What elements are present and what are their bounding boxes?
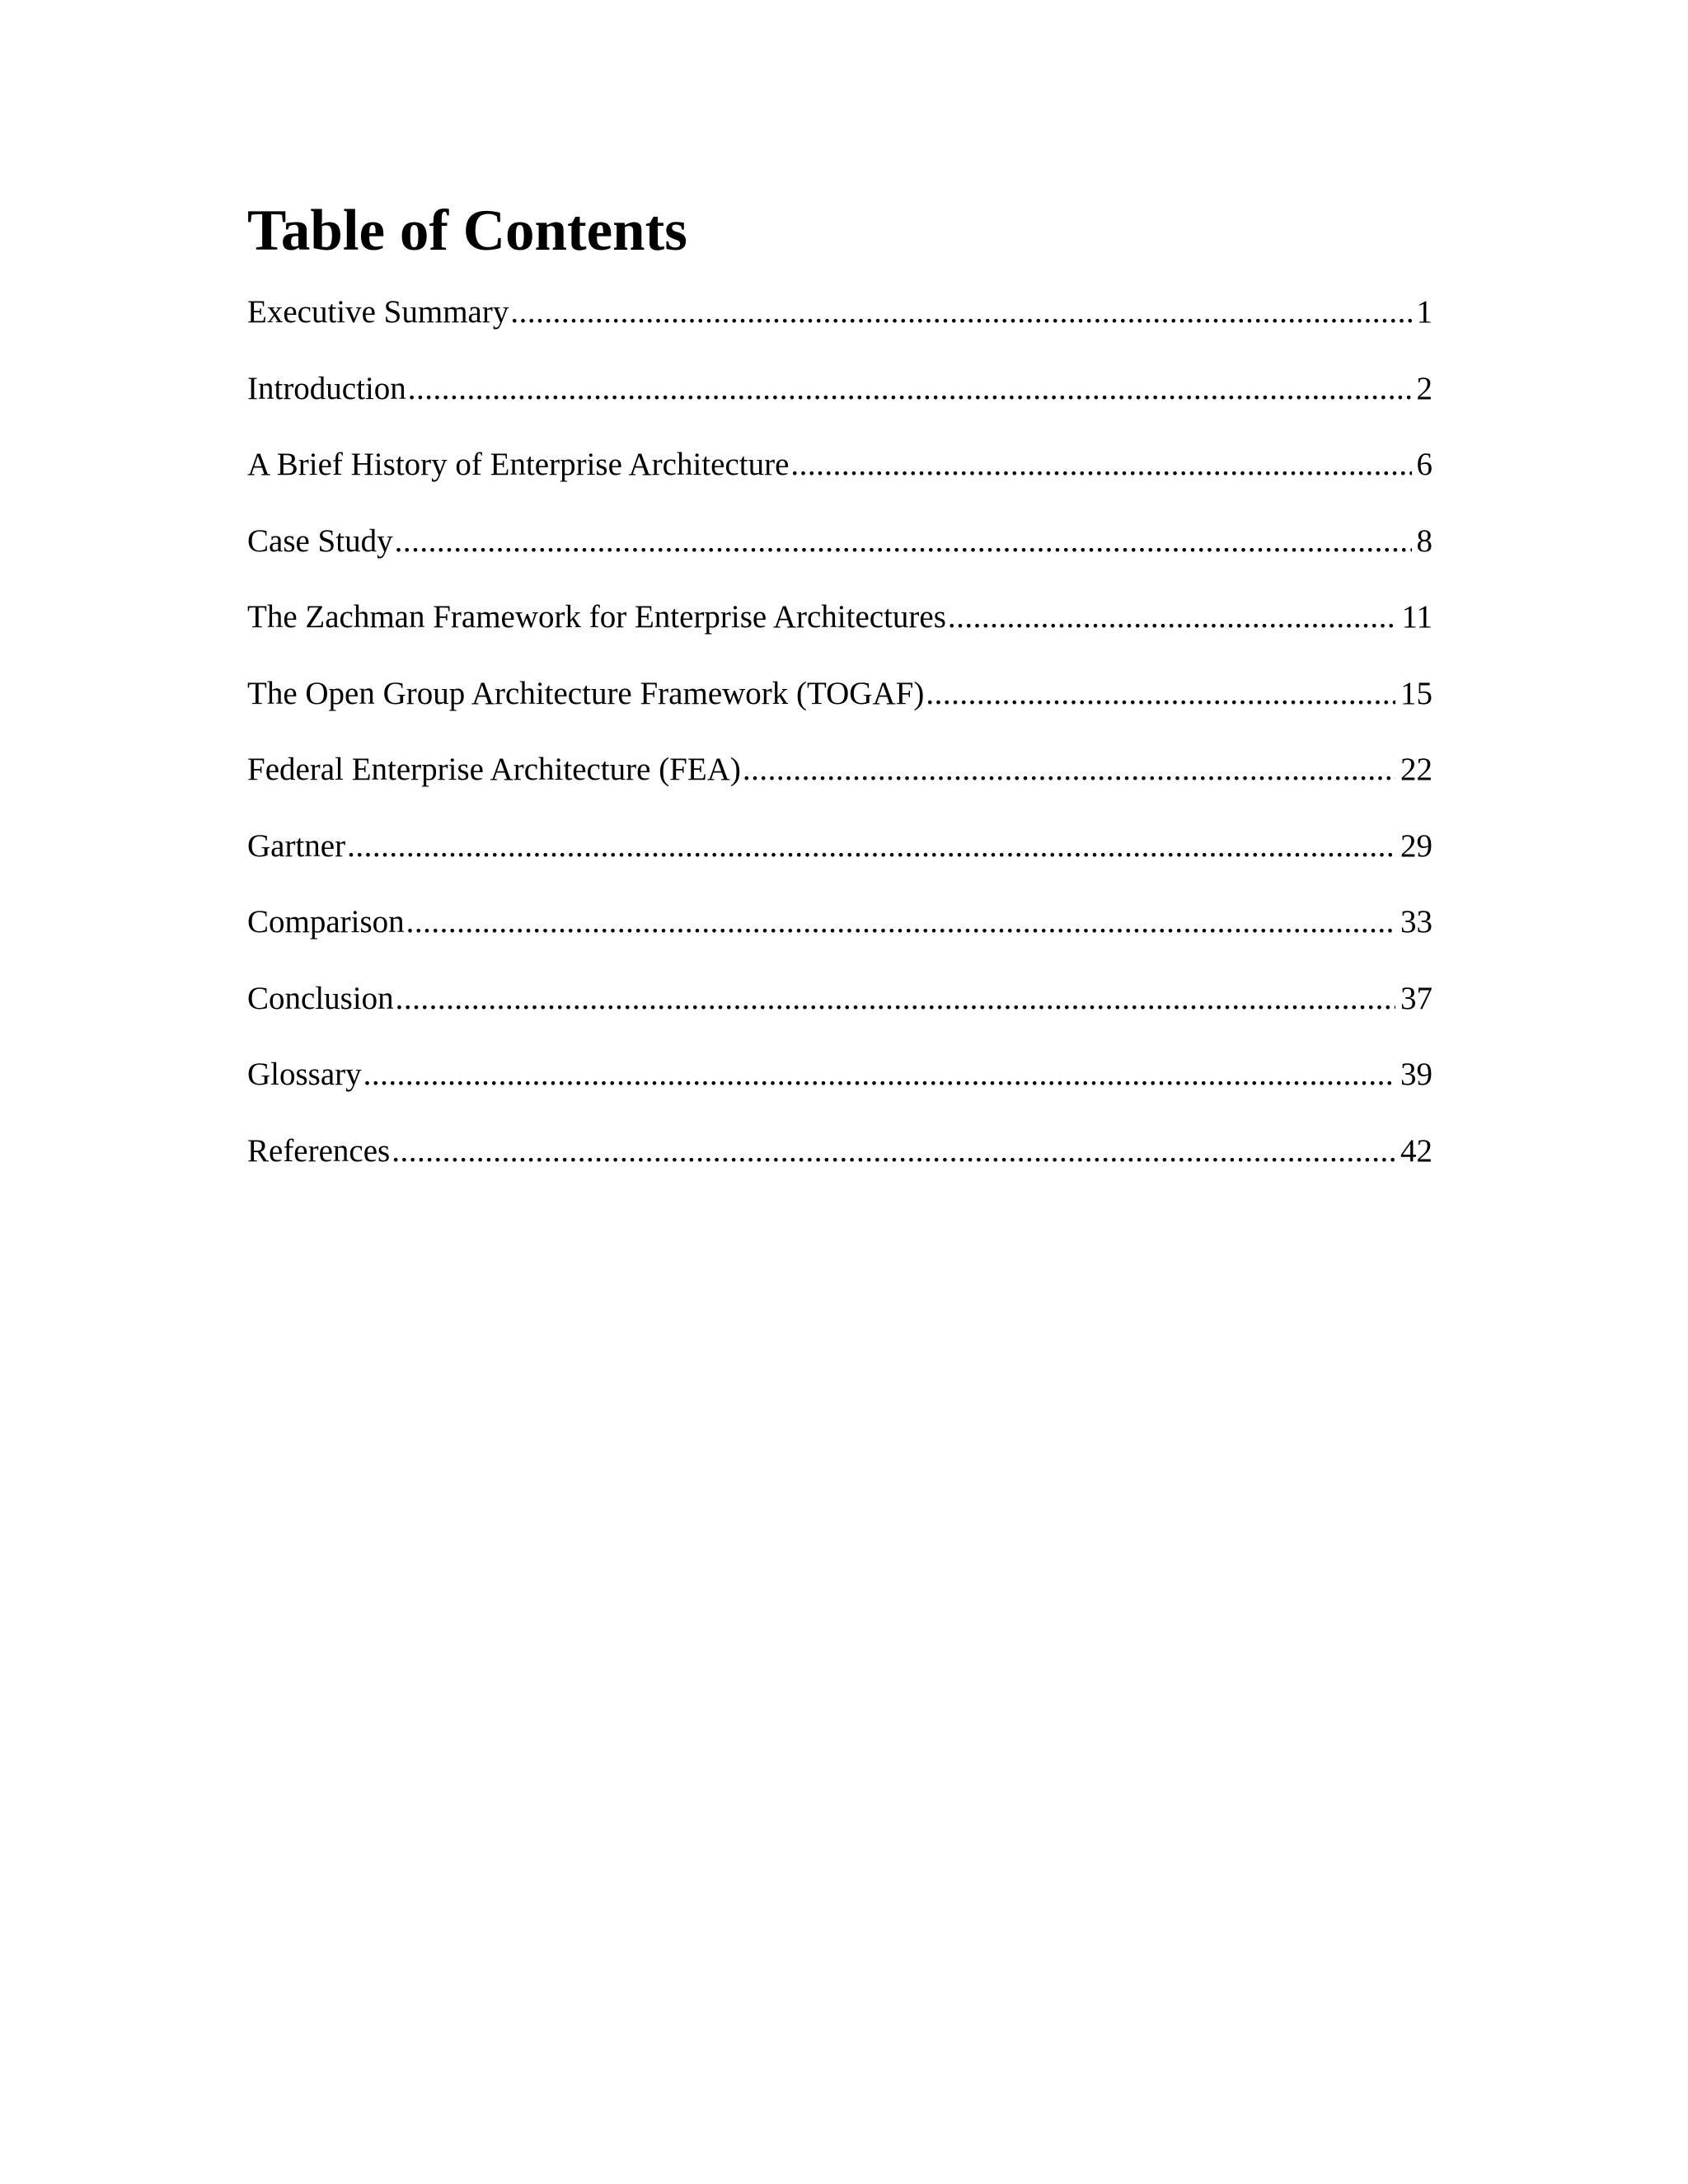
toc-entry-page-number: 15 [1400,675,1432,711]
toc-entry-page-number: 8 [1416,523,1432,559]
toc-entry-title: Executive Summary [247,294,509,330]
toc-entry-title: Comparison [247,904,405,940]
toc-entry-title: The Zachman Framework for Enterprise Architectures [247,599,946,635]
toc-entry-introduction[interactable] [247,366,1432,443]
dot-leader [743,747,1395,793]
dot-leader [395,518,1412,565]
toc-entry-comparison[interactable] [247,899,1432,976]
toc-entry-page-number: 42 [1400,1132,1432,1169]
toc-entry-brief-history[interactable] [247,442,1432,518]
toc-entry-page-number: 22 [1400,752,1432,787]
dot-leader [510,289,1411,335]
dot-leader [392,1128,1395,1174]
toc-entry-title: Conclusion [247,980,394,1016]
dot-leader [926,671,1395,717]
toc-entry-gartner[interactable] [247,823,1432,900]
toc-entry-title: The Open Group Architecture Framework (TOGAF) [247,675,925,711]
toc-entry-title: Federal Enterprise Architecture (FEA) [247,752,741,787]
dot-leader [406,899,1395,945]
dot-leader [408,366,1412,412]
toc-entry-executive-summary[interactable] [247,289,1432,366]
toc-entry-title: Introduction [247,370,406,406]
toc-entry-page-number: 33 [1400,904,1432,940]
dot-leader [396,976,1395,1022]
toc-entry-page-number: 6 [1416,447,1432,482]
toc-entry-case-study[interactable] [247,518,1432,595]
toc-entry-title: Glossary [247,1057,362,1092]
dot-leader [948,594,1397,640]
toc-entry-glossary[interactable] [247,1052,1432,1128]
dot-leader [347,823,1395,869]
toc-entry-page-number: 39 [1400,1057,1432,1092]
toc-entry-title: Gartner [247,827,346,864]
toc-entry-title: Case Study [247,523,393,559]
dot-leader [363,1052,1395,1098]
toc-entry-page-number: 37 [1400,980,1432,1016]
toc-entry-page-number: 1 [1416,294,1432,330]
toc-entry-conclusion[interactable] [247,976,1432,1052]
toc-entry-page-number: 11 [1401,599,1432,635]
toc-entry-title: References [247,1132,391,1169]
toc-entry-page-number: 29 [1400,827,1432,864]
toc-entry-togaf[interactable] [247,671,1432,748]
toc-entry-title: A Brief History of Enterprise Architecture [247,447,790,482]
toc-entry-page-number: 2 [1416,370,1432,406]
toc-entry-references[interactable] [247,1128,1432,1205]
toc-list [247,289,1432,1204]
table-of-contents [247,191,1432,1169]
dot-leader [790,442,1411,488]
toc-entry-zachman-framework[interactable] [247,594,1432,671]
toc-heading: Table of Contents [247,199,687,263]
toc-entry-fea[interactable] [247,747,1432,823]
